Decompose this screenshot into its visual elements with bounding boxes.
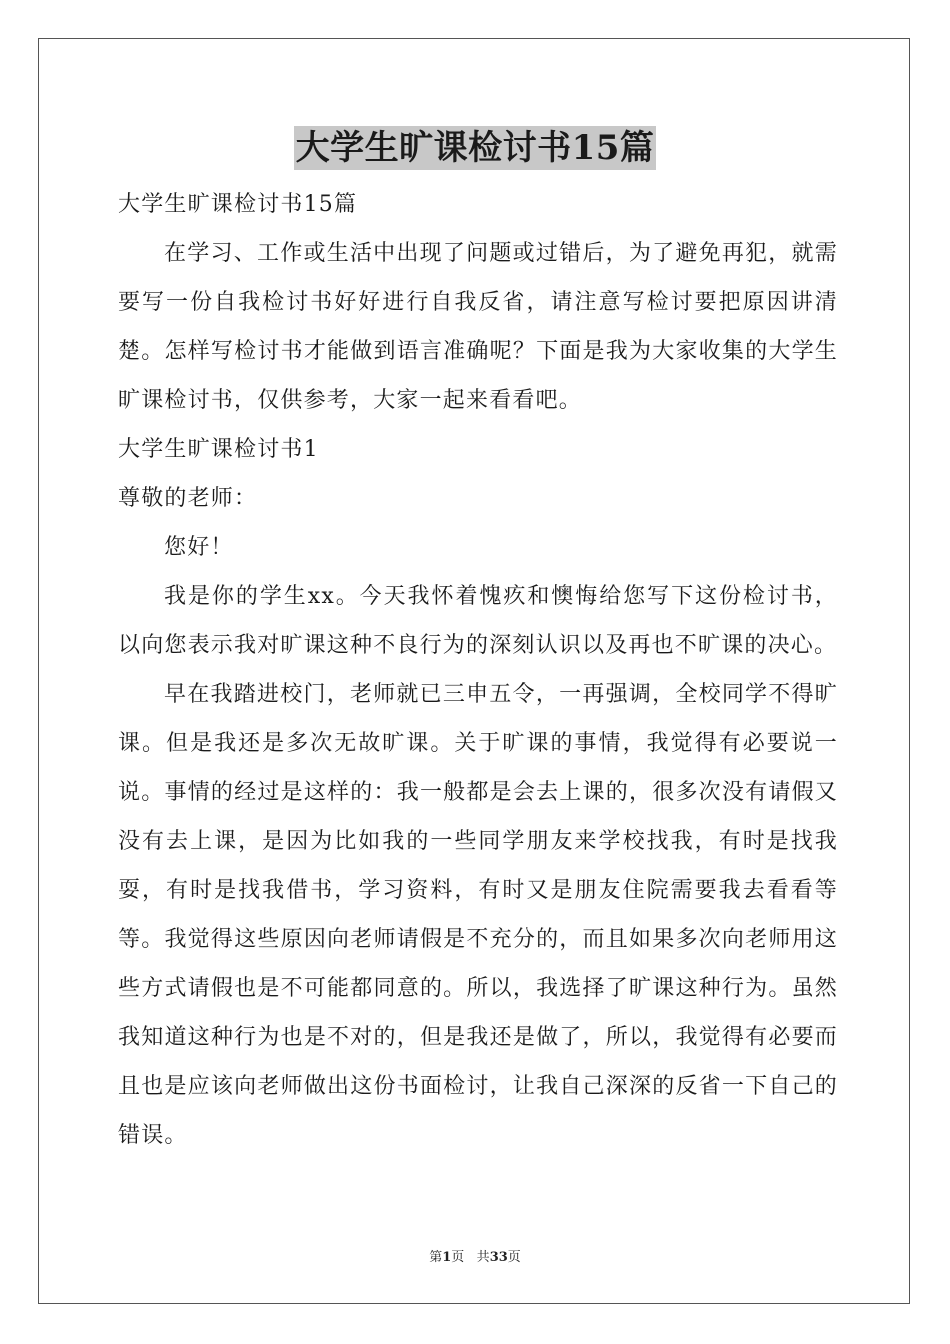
total-pages: 33 [489, 1250, 508, 1265]
page-prefix: 第 [429, 1250, 443, 1265]
page-suffix: 页 [451, 1250, 465, 1265]
salutation: 尊敬的老师： [118, 486, 258, 511]
document-subtitle: 大学生旷课检讨书15篇 [118, 192, 358, 217]
greeting: 您好！ [164, 535, 234, 560]
total-suffix: 页 [507, 1250, 521, 1265]
body-paragraph-2: 早在我踏进校门，老师就已三申五令，一再强调，全校同学不得旷课。但是我还是多次无故旷课。关于旷课的事情，我觉得有必要说一说。事情的经过是这样的：我一般都是会去上课的，很多次没有请假又没有去上课，是因为比如我的一些同学朋友来学校找我，有时是找我耍，有时是找我借书，学习资料，有时又是朋友住院需要我去看看等等。我觉得这些原因向老师请假是不充分的，而且如果多次向老师用这些方式请假也是不可能都同意的。所以，我选择了旷课这种行为。虽然我知道这种行为也是不对的，但是我还是做了，所以，我觉得有必要而且也是应该向老师做出这份书面检讨，让我自己深深的反省一下自己的错误。 [118, 682, 838, 1148]
document-body [118, 180, 838, 1160]
title-container [0, 126, 950, 170]
document-title: 大学生旷课检讨书15篇 [295, 128, 655, 168]
total-prefix: 共 [476, 1250, 490, 1265]
page-footer [0, 1246, 950, 1265]
body-paragraph-1: 我是你的学生xx。今天我怀着愧疚和懊悔给您写下这份检讨书，以向您表示我对旷课这种不良行为的深刻认识以及再也不旷课的决心。 [118, 584, 838, 658]
intro-paragraph: 在学习、工作或生活中出现了问题或过错后，为了避免再犯，就需要写一份自我检讨书好好进行自我反省，请注意写检讨要把原因讲清楚。怎样写检讨书才能做到语言准确呢？下面是我为大家收集的大学生旷课检讨书，仅供参考，大家一起来看看吧。 [118, 241, 838, 413]
section-heading: 大学生旷课检讨书1 [118, 437, 319, 462]
page-number: 1 [442, 1250, 452, 1265]
